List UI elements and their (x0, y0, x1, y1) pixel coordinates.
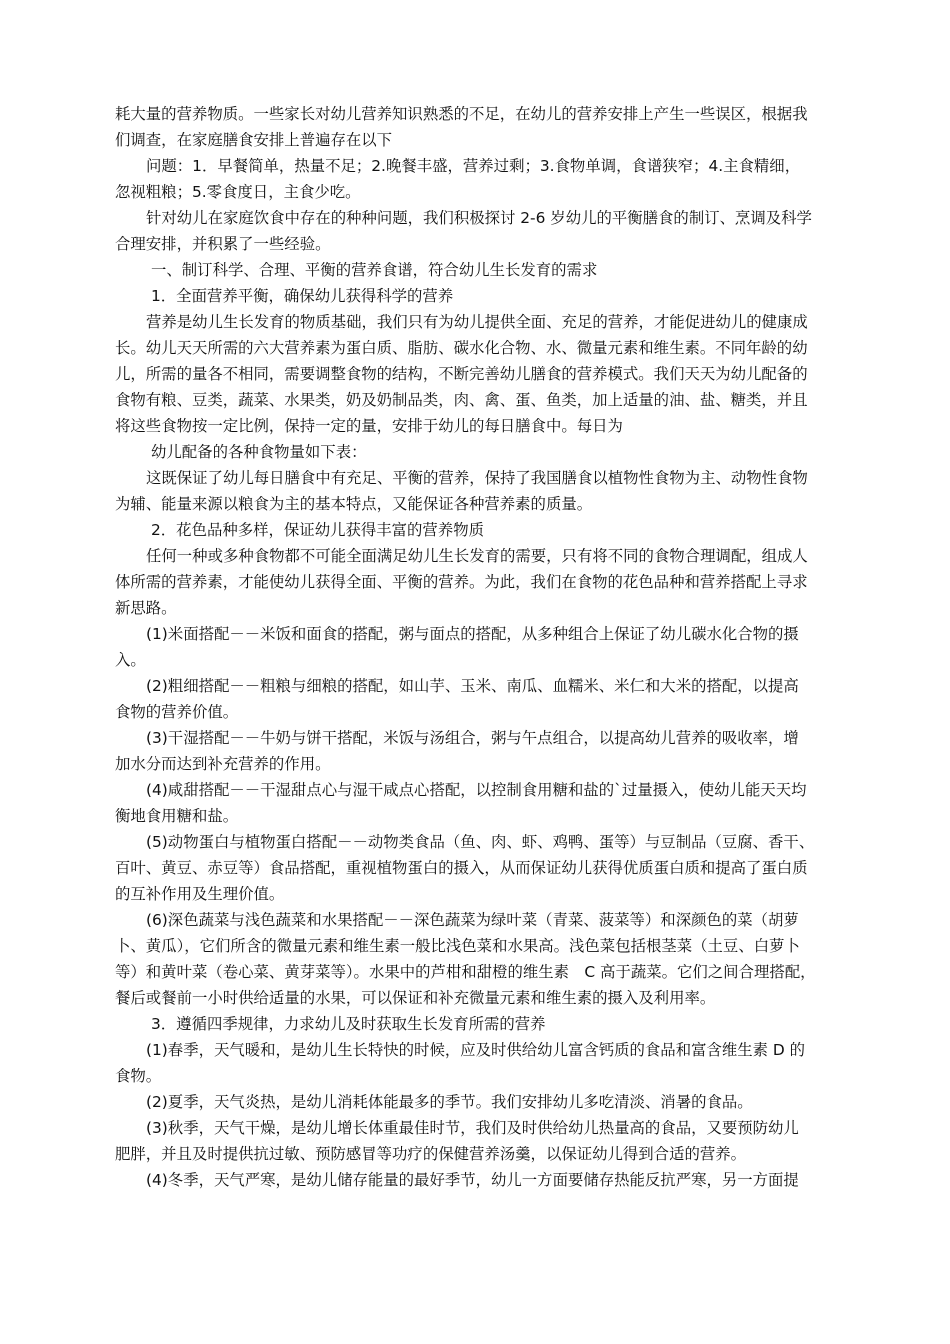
paragraph (115, 465, 837, 517)
paragraph-line: (1)米面搭配－－米饭和面食的搭配，粥与面点的搭配，从多种组合上保证了幼儿碳水化合物的摄 (146, 625, 799, 643)
paragraph (115, 1089, 837, 1115)
paragraph-line: 等）和黄叶菜（卷心菜、黄芽菜等）。水果中的芦柑和甜橙的维生素 C 高于蔬菜。它们之间合理搭配， (115, 963, 816, 981)
paragraph-line: 长。幼儿天天所需的六大营养素为蛋白质、脂肪、碳水化合物、水、微量元素和维生素。不同年龄的幼 (115, 339, 808, 357)
paragraph (115, 439, 837, 465)
paragraph (115, 1115, 837, 1167)
paragraph-line: 衡地食用糖和盐。 (115, 807, 239, 825)
paragraph-line: 肥胖，并且及时提供抗过敏、预防感冒等功疗的保健营养汤羹，以保证幼儿得到合适的营养。 (115, 1145, 747, 1163)
paragraph (115, 1011, 837, 1037)
paragraph-line: 2．花色品种多样，保证幼儿获得丰富的营养物质 (151, 521, 484, 539)
paragraph-line: (3)秋季，天气干燥，是幼儿增长体重最佳时节，我们及时供给幼儿热量高的食品，又要预防幼儿 (146, 1119, 799, 1137)
paragraph (115, 829, 837, 907)
paragraph-line: 3．遵循四季规律，力求幼儿及时获取生长发育所需的营养 (151, 1015, 546, 1033)
paragraph-line: 幼儿配备的各种食物量如下表： (151, 443, 367, 461)
paragraph-line: 为辅、能量来源以粮食为主的基本特点，又能保证各种营养素的质量。 (115, 495, 593, 513)
paragraph-line: 入。 (115, 651, 146, 669)
paragraph-line: (3)干湿搭配－－牛奶与饼干搭配，米饭与汤组合，粥与午点组合，以提高幼儿营养的吸收率，增 (146, 729, 799, 747)
paragraph-line: 加水分而达到补充营养的作用。 (115, 755, 331, 773)
paragraph-line: (5)动物蛋白与植物蛋白搭配－－动物类食品（鱼、肉、虾、鸡鸭、蛋等）与豆制品（豆腐、香干、 (146, 833, 815, 851)
paragraph (115, 621, 837, 673)
paragraph-line: (4)冬季，天气严寒，是幼儿储存能量的最好季节，幼儿一方面要储存热能反抗严寒，另一方面提 (146, 1171, 799, 1189)
paragraph (115, 257, 837, 283)
paragraph-line: 食物的营养价值。 (115, 703, 239, 721)
paragraph-line: 的互补作用及生理价值。 (115, 885, 285, 903)
paragraph-line: 卜、黄瓜），它们所含的微量元素和维生素一般比浅色菜和水果高。浅色菜包括根茎菜（土豆、白萝卜 (115, 937, 800, 955)
paragraph (115, 777, 837, 829)
paragraph (115, 725, 837, 777)
paragraph-line: 任何一种或多种食物都不可能全面满足幼儿生长发育的需要，只有将不同的食物合理调配，组成人 (146, 547, 808, 565)
paragraph-line: 体所需的营养素，才能使幼儿获得全面、平衡的营养。为此，我们在食物的花色品种和营养搭配上寻求 (115, 573, 808, 591)
paragraph (115, 153, 837, 205)
paragraph (115, 673, 837, 725)
paragraph-line: 食物。 (115, 1067, 162, 1085)
paragraph-line: (2)夏季，天气炎热，是幼儿消耗体能最多的季节。我们安排幼儿多吃清淡、消暑的食品。 (146, 1093, 753, 1111)
paragraph (115, 309, 837, 439)
paragraph-line: 儿，所需的量各不相同，需要调整食物的结构，不断完善幼儿膳食的营养模式。我们天天为幼儿配备的 (115, 365, 808, 383)
paragraph (115, 1167, 837, 1193)
paragraph (115, 907, 837, 1011)
paragraph-line: 餐后或餐前一小时供给适量的水果，可以保证和补充微量元素和维生素的摄入及利用率。 (115, 989, 716, 1007)
paragraph-line: (1)春季，天气暖和，是幼儿生长特快的时候，应及时供给幼儿富含钙质的食品和富含维生素 D 的 (146, 1041, 806, 1059)
paragraph-line: 针对幼儿在家庭饮食中存在的种种问题，我们积极探讨 2-6 岁幼儿的平衡膳食的制订、烹调及科学 (146, 209, 812, 227)
paragraph-line: 耗大量的营养物质。一些家长对幼儿营养知识熟悉的不足，在幼儿的营养安排上产生一些误区，根据我 (115, 105, 808, 123)
paragraph-line: (6)深色蔬菜与浅色蔬菜和水果搭配－－深色蔬菜为绿叶菜（青菜、菠菜等）和深颜色的菜（胡萝 (146, 911, 799, 929)
paragraph (115, 101, 837, 153)
paragraph (115, 283, 837, 309)
paragraph (115, 205, 837, 257)
paragraph-line: 合理安排，并积累了一些经验。 (115, 235, 331, 253)
paragraph-line: 一、制订科学、合理、平衡的营养食谱，符合幼儿生长发育的需求 (151, 261, 598, 279)
paragraph-line: 新思路。 (115, 599, 177, 617)
paragraph-line: 们调查，在家庭膳食安排上普遍存在以下 (115, 131, 393, 149)
paragraph-line: 这既保证了幼儿每日膳食中有充足、平衡的营养，保持了我国膳食以植物性食物为主、动物性食物 (146, 469, 808, 487)
paragraph-line: 食物有粮、豆类，蔬菜、水果类，奶及奶制品类，肉、禽、蛋、鱼类，加上适量的油、盐、糖类，并且 (115, 391, 808, 409)
paragraph-line: (4)咸甜搭配－－干湿甜点心与湿干咸点心搭配，以控制食用糖和盐的`过量摄入，使幼儿能天天均 (146, 781, 807, 799)
paragraph (115, 543, 837, 621)
document-body (115, 101, 837, 1193)
paragraph-line: 忽视粗粮；5.零食度日，主食少吃。 (115, 183, 361, 201)
paragraph-line: (2)粗细搭配－－粗粮与细粮的搭配，如山芋、玉米、南瓜、血糯米、米仁和大米的搭配，以提高 (146, 677, 799, 695)
paragraph-line: 1．全面营养平衡，确保幼儿获得科学的营养 (151, 287, 454, 305)
paragraph (115, 517, 837, 543)
paragraph-line: 百叶、黄豆、赤豆等）食品搭配，重视植物蛋白的摄入，从而保证幼儿获得优质蛋白质和提高了蛋白质 (115, 859, 808, 877)
paragraph-line: 将这些食物按一定比例，保持一定的量，安排于幼儿的每日膳食中。每日为 (115, 417, 623, 435)
paragraph-line: 营养是幼儿生长发育的物质基础，我们只有为幼儿提供全面、充足的营养，才能促进幼儿的健康成 (146, 313, 808, 331)
paragraph-line: 问题：1．早餐简单，热量不足；2.晚餐丰盛，营养过剩；3.食物单调，食谱狭窄；4.主食精细， (146, 157, 801, 175)
paragraph (115, 1037, 837, 1089)
